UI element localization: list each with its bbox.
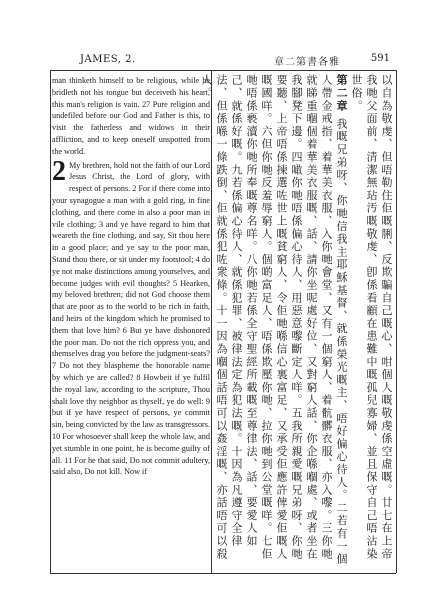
chinese-column	[200, 74, 394, 568]
chinese-chapter-2	[199, 74, 349, 568]
running-head-english: JAMES, 2.	[80, 54, 136, 65]
english-chapter-2	[52, 155, 210, 479]
header-rule	[50, 70, 396, 71]
page-header	[50, 50, 396, 70]
page-number: 591	[370, 53, 390, 64]
chinese-chapter-2-text: 我嘅兄弟呀、你哋信我主耶穌基督、就係榮光嘅主、唔好偏心待人。二若有一個人帶金戒指、着華美衣服、入你哋會堂、又有一個窮人、着骯髒衣服、亦入嚟。三你哋就睇重嗰個着華美衣服嘅、話、請你坐呢處好位、又對窮人話、你企喺嗰處、或者坐在我腳凳下邊。四噉你哋唔係偏心待人、用惡意嚟斷定人咩。五我所親愛嘅兄弟呀、你哋要聽、上帝唔係揀選咗世上嘅貧窮人、令佢哋喺信心裏富足、又承受佢應許俾愛佢嘅人嘅國咩。六但你哋反羞辱窮人。個啲富足人、唔係欺壓你哋、拉你哋到公堂嘅咩。七佢哋唔係褻瀆你哋所奉嘅尊名咩。八你哋若係全守聖經所載嘅至尊律法、話、要愛人如己、就係好嘅。九若係偏心待人、就係犯罪、被律法定為犯法嘅。十因為凡遵守全律法、但係喺一條跌倒、佢就係犯咗衆條。十一因為嗰個話唔可以姦淫嘅、亦話唔可以殺人。	[200, 74, 348, 566]
left-border	[50, 70, 51, 573]
footer-rule	[50, 573, 396, 574]
chinese-verse-continuation: 以自為敬虔、但唔勒住佢嘅脷、反欺騙自己嘅心、咁個人嘅敬虔係空虛嘅。廿七在上帝我哋父面前、清潔無玷汚嘅敬虔、卽係看顧在患難中嘅孤兒寡婦、並且保守自己唔沾染世俗。	[350, 74, 393, 561]
chinese-chapter-heading: 第二章	[335, 74, 348, 113]
running-head-chinese: 章二第書各雅	[274, 57, 340, 68]
english-column	[52, 75, 210, 478]
english-verse-continuation: man thinketh himself to be religious, while he bridleth not his tongue but deceiveth his heart, this man's religion is vain. 27 Pure religion and undefiled before our God and Father is this, to visit the fatherless and widows in their affliction, and to keep oneself unspotted from the world.	[52, 76, 210, 156]
english-chapter-2-text: My brethren, hold not the faith of our Lord Jesus Christ, the Lord of glory, with respect of persons. 2 For if there come into your synagogue a man with a gold ring, in fine clothing, and there come in also a poor man in vile clothing; 3 and ye have regard to him that weareth the fine clothing, and say, Sit thou here in a good place; and ye say to the poor man, Stand thou there, or sit under my footstool; 4 do ye not make distinctions among yourselves, and become judges with evil thoughts? 5 Hearken, my beloved brethren; did not God choose them that are poor as to the world to be rich in faith, and heirs of the kingdom which he promised to them that love him? 6 But ye have dishonored the poor man. Do not the rich oppress you, and themselves drag you before the judgment-seats? 7 Do not they blaspheme the honorable name by which ye are called? 8 Howbeit if ye fulfil the royal law, according to the scripture, Thou shalt love thy neighbor as thyself, ye do well: 9 but if ye have respect of persons, ye commit sin, being convicted by the law as transgressors. 10 For whosoever shall keep the whole law, and yet stumble in one point, he is become guilty of all. 11 For he that said, Do not commit adultery, said also, Do not kill. Now if	[52, 160, 210, 477]
chapter-number-dropcap: 2	[52, 155, 66, 187]
right-border	[396, 70, 397, 573]
